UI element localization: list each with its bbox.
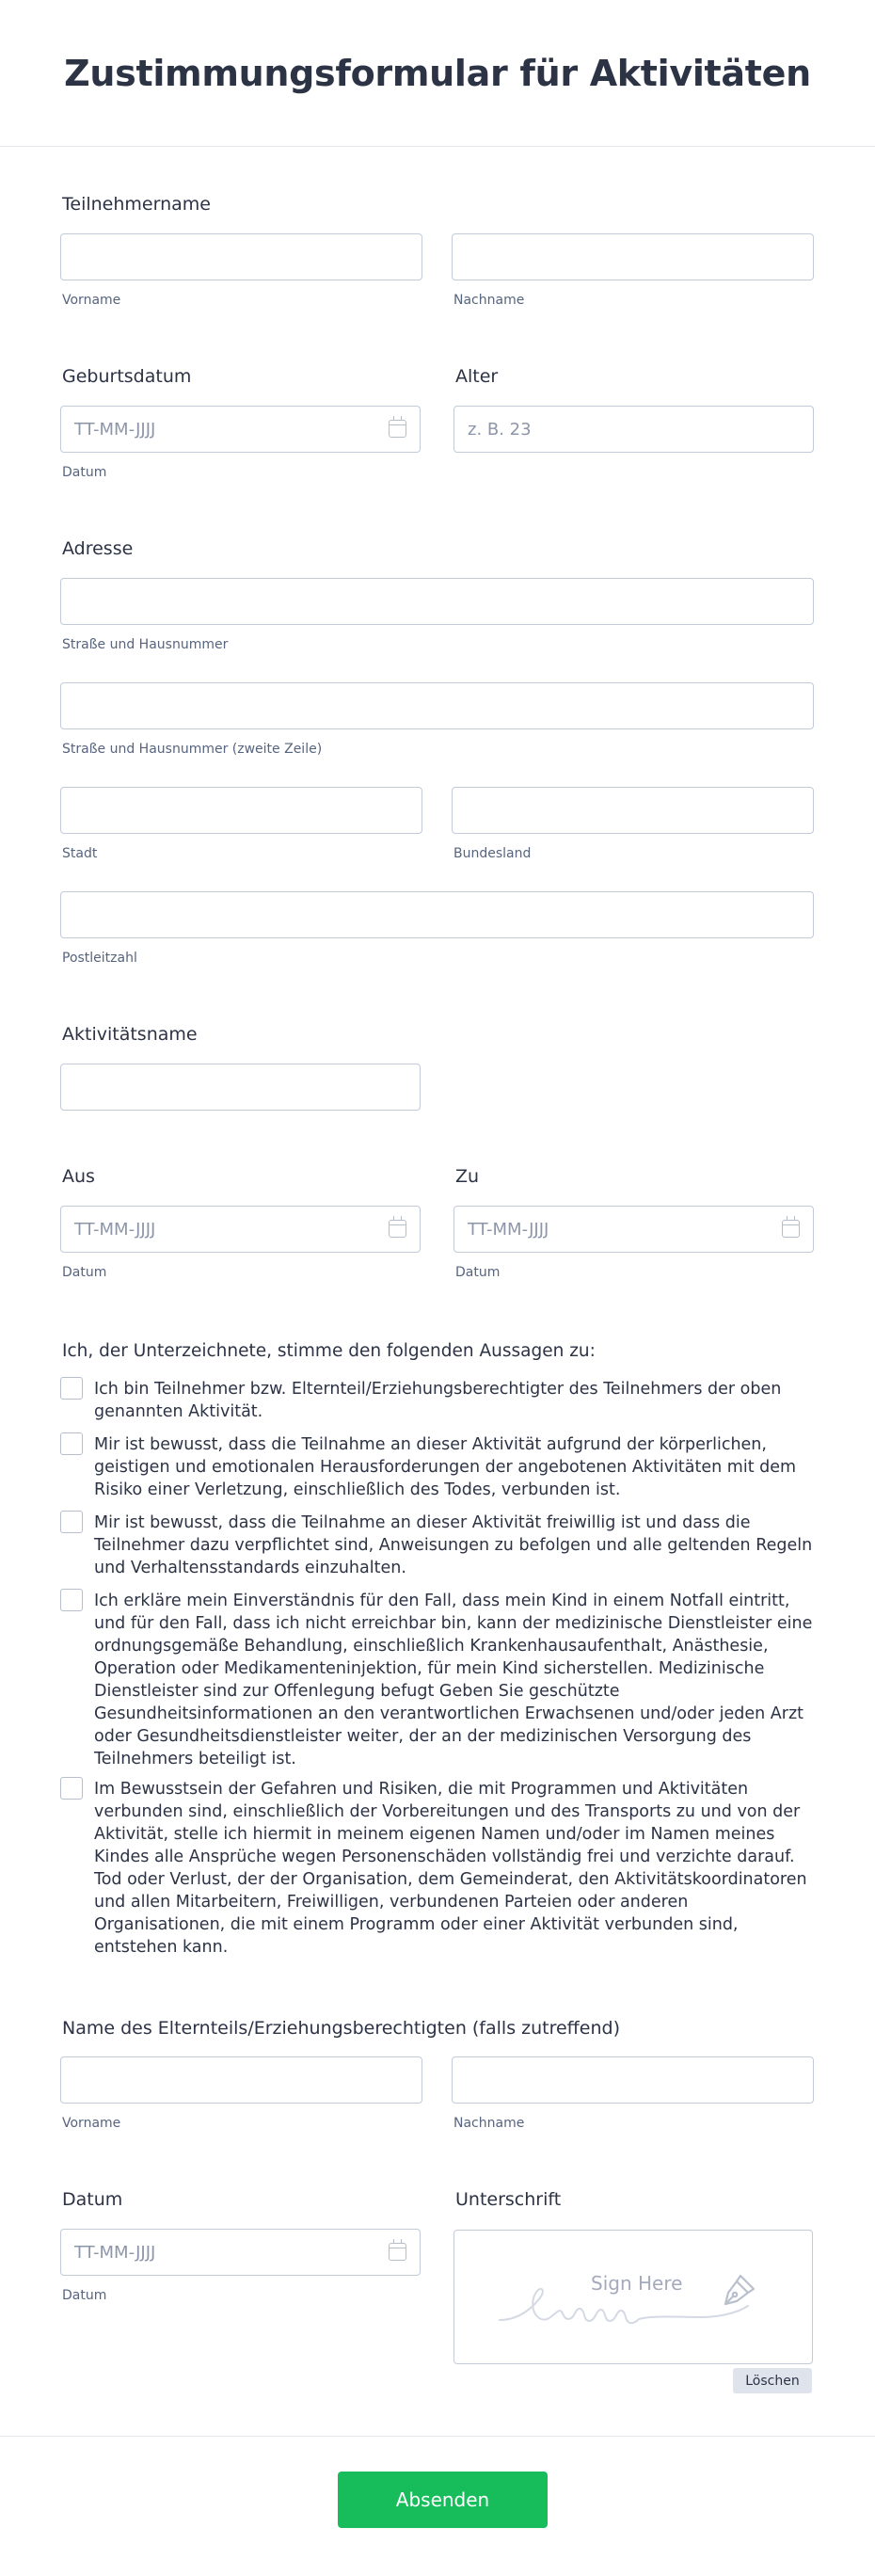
pen-nib-icon bbox=[720, 2272, 757, 2310]
from-date-placeholder: TT-MM-JJJJ bbox=[74, 1220, 156, 1240]
address-label: Adresse bbox=[62, 538, 134, 559]
statement-checkbox[interactable] bbox=[60, 1589, 83, 1611]
guardian-last-name-sublabel: Nachname bbox=[453, 2116, 525, 2131]
calendar-icon[interactable] bbox=[389, 1220, 406, 1238]
date-label: Datum bbox=[62, 2189, 123, 2210]
statement-row[interactable] bbox=[60, 1433, 813, 1501]
guardian-first-name-sublabel: Vorname bbox=[62, 2116, 121, 2131]
date-input[interactable] bbox=[60, 2229, 421, 2276]
date-sublabel: Datum bbox=[62, 2288, 107, 2303]
birthdate-label: Geburtsdatum bbox=[62, 366, 192, 387]
to-date-placeholder: TT-MM-JJJJ bbox=[468, 1220, 549, 1240]
statement-checkbox[interactable] bbox=[60, 1777, 83, 1800]
guardian-last-name-input[interactable] bbox=[452, 2056, 814, 2104]
zip-input[interactable] bbox=[60, 891, 814, 938]
statement-text: Ich bin Teilnehmer bzw. Elternteil/Erziehungsberechtigter des Teilnehmers der oben genannten Aktivität. bbox=[94, 1380, 782, 1421]
from-label: Aus bbox=[62, 1166, 95, 1187]
statement-checkbox[interactable] bbox=[60, 1432, 83, 1455]
state-input[interactable] bbox=[452, 787, 814, 834]
statement-row[interactable] bbox=[60, 1590, 813, 1770]
street-line2-sublabel: Straße und Hausnummer (zweite Zeile) bbox=[62, 742, 323, 757]
from-date-sublabel: Datum bbox=[62, 1265, 107, 1280]
street-sublabel: Straße und Hausnummer bbox=[62, 637, 229, 652]
street-input[interactable] bbox=[60, 578, 814, 625]
statement-text: Ich erkläre mein Einverständnis für den Fall, dass mein Kind in einem Notfall eintritt, und für den Fall, dass ich nicht erreichbar bin, kann der medizinische Dienstleister eine ordnungsgemäße Behandlung, einschließlich Krankenhausaufenthalt, Anästhesie, Operation oder Medikamenteninjektion, für mein Kind sicherstellen. Medizinische Dienstleister sind zur Offenlegung befugt Geben Sie geschützte Gesundheitsinformationen an den verantwortlichen Erwachsenen und/oder jeden Arzt oder Gesundheitsdienstleister weiter, der an der medizinischen Versorgung des Teilnehmers beteiligt ist. bbox=[94, 1592, 813, 1768]
signature-pad[interactable] bbox=[453, 2230, 813, 2364]
calendar-icon[interactable] bbox=[389, 2243, 406, 2261]
zip-sublabel: Postleitzahl bbox=[62, 951, 137, 966]
activity-name-label: Aktivitätsname bbox=[62, 1024, 198, 1045]
birthdate-placeholder: TT-MM-JJJJ bbox=[74, 420, 156, 440]
statement-row[interactable] bbox=[60, 1378, 813, 1423]
guardian-name-label: Name des Elternteils/Erziehungsberechtigten (falls zutreffend) bbox=[62, 2018, 620, 2039]
statement-checkbox[interactable] bbox=[60, 1377, 83, 1400]
to-date-sublabel: Datum bbox=[455, 1265, 501, 1280]
signature-label: Unterschrift bbox=[455, 2189, 562, 2210]
participant-first-name-input[interactable] bbox=[60, 233, 422, 280]
participant-last-name-sublabel: Nachname bbox=[453, 293, 525, 308]
submit-button[interactable]: Absenden bbox=[338, 2472, 548, 2528]
street-line2-input[interactable] bbox=[60, 682, 814, 729]
age-placeholder: z. B. 23 bbox=[468, 420, 532, 440]
participant-last-name-input[interactable] bbox=[452, 233, 814, 280]
birthdate-sublabel: Datum bbox=[62, 465, 107, 480]
signature-scribble-icon bbox=[454, 2231, 814, 2365]
sign-here-prompt: Sign Here bbox=[591, 2272, 683, 2295]
date-placeholder: TT-MM-JJJJ bbox=[74, 2243, 156, 2263]
statement-row[interactable] bbox=[60, 1512, 813, 1579]
statement-text: Mir ist bewusst, dass die Teilnahme an dieser Aktivität aufgrund der körperlichen, geistigen und emotionalen Herausforderungen der angebotenen Aktivitäten mit dem Risiko einer Verletzung, einschließlich des Todes, verbunden ist. bbox=[94, 1435, 797, 1499]
statement-checkbox[interactable] bbox=[60, 1511, 83, 1533]
from-date-input[interactable] bbox=[60, 1206, 421, 1253]
activity-name-input[interactable] bbox=[60, 1064, 421, 1111]
calendar-icon[interactable] bbox=[389, 420, 406, 438]
statements-heading: Ich, der Unterzeichnete, stimme den folgenden Aussagen zu: bbox=[62, 1341, 596, 1361]
statement-row[interactable] bbox=[60, 1778, 813, 1959]
participant-first-name-sublabel: Vorname bbox=[62, 293, 121, 308]
calendar-icon[interactable] bbox=[782, 1220, 800, 1238]
form-title: Zustimmungsformular für Aktivitäten bbox=[64, 52, 811, 94]
guardian-first-name-input[interactable] bbox=[60, 2056, 422, 2104]
statement-text: Mir ist bewusst, dass die Teilnahme an dieser Aktivität freiwillig ist und dass die Teilnehmer dazu verpflichtet sind, Anweisungen zu befolgen und alle geltenden Regeln und Verhaltensstandards einzuhalten. bbox=[94, 1513, 813, 1577]
statement-text: Im Bewusstsein der Gefahren und Risiken, die mit Programmen und Aktivitäten verbunden sind, einschließlich der Vorbereitungen und des Transports zu und von der Aktivität, stelle ich hiermit in meinem eigenen Namen und/oder im Namen meines Kindes alle Ansprüche wegen Personenschäden vollständig frei und verzichte darauf. Tod oder Verlust, der der Organisation, dem Gemeinderat, den Aktivitätskoordinatoren und allen Mitarbeitern, Freiwilligen, verbundenen Parteien oder anderen Organisationen, die mit einem Programm oder einer Aktivität verbunden sind, entstehen kann. bbox=[94, 1780, 807, 1957]
clear-signature-button[interactable]: Löschen bbox=[733, 2368, 812, 2393]
age-input[interactable] bbox=[453, 406, 814, 453]
form-footer bbox=[0, 2436, 875, 2576]
city-input[interactable] bbox=[60, 787, 422, 834]
birthdate-input[interactable] bbox=[60, 406, 421, 453]
city-sublabel: Stadt bbox=[62, 846, 98, 861]
state-sublabel: Bundesland bbox=[453, 846, 532, 861]
to-label: Zu bbox=[455, 1166, 480, 1187]
age-label: Alter bbox=[455, 366, 499, 387]
participant-name-label: Teilnehmername bbox=[62, 194, 211, 215]
to-date-input[interactable] bbox=[453, 1206, 814, 1253]
